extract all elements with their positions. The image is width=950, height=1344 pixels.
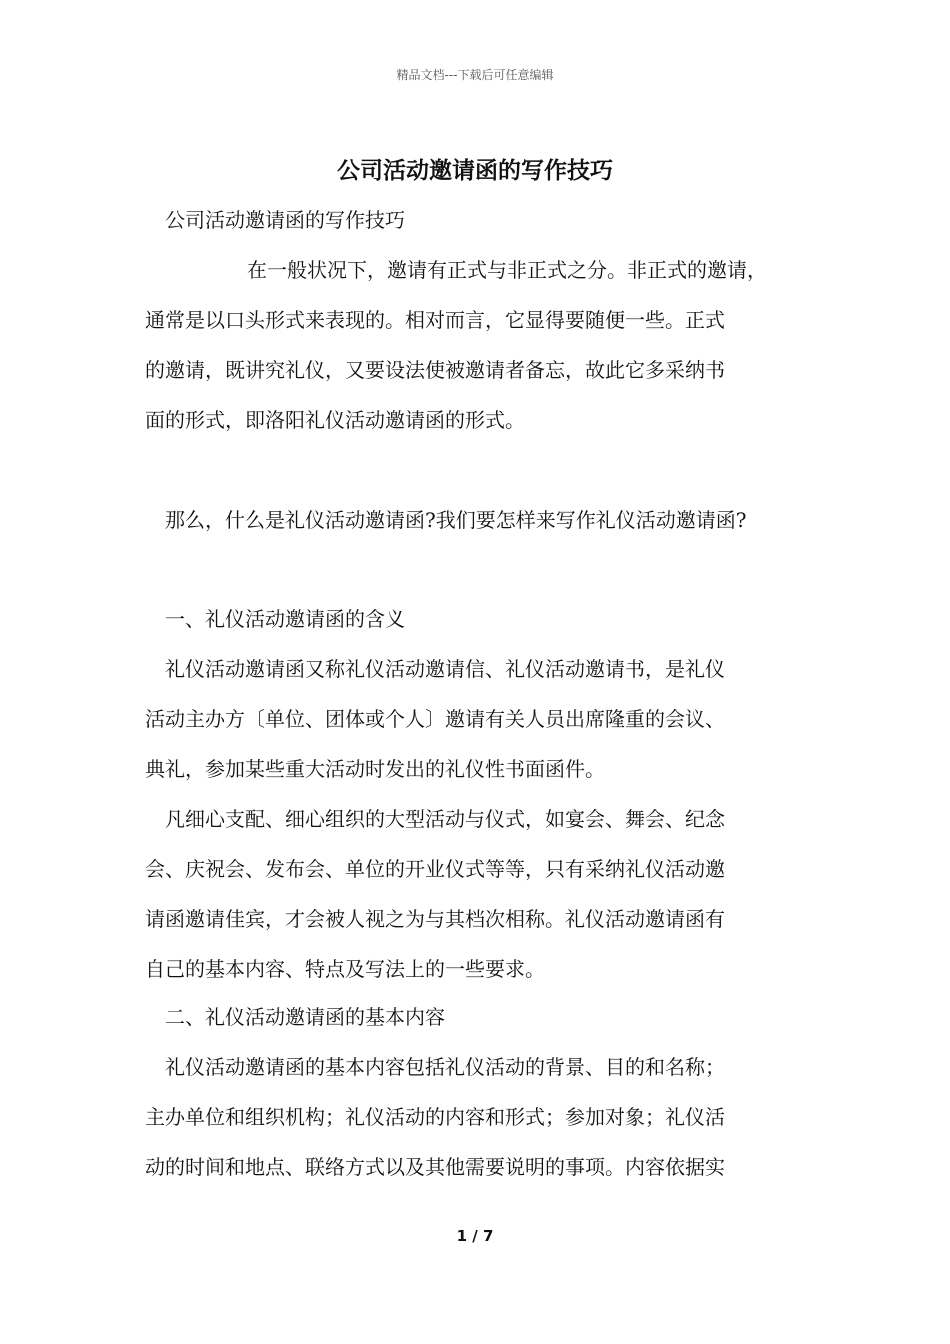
document-title: 公司活动邀请函的写作技巧 — [337, 158, 613, 184]
section-heading: 二、礼仪活动邀请函的基本内容 — [165, 1005, 445, 1029]
question-line: 那么，什么是礼仪活动邀请函?我们要怎样来写作礼仪活动邀请函? — [165, 508, 747, 532]
paragraph-line: 动的时间和地点、联络方式以及其他需要说明的事项。内容依据实 — [145, 1155, 725, 1179]
paragraph-line: 凡细心支配、细心组织的大型活动与仪式，如宴会、舞会、纪念 — [165, 807, 725, 831]
paragraph-line: 礼仪活动邀请函的基本内容包括礼仪活动的背景、目的和名称； — [165, 1055, 725, 1079]
paragraph-line: 主办单位和组织机构；礼仪活动的内容和形式；参加对象；礼仪活 — [145, 1105, 725, 1129]
page-header-note: 精品文档---下载后可任意编辑 — [396, 68, 554, 82]
page-number: 1 / 7 — [456, 1227, 494, 1245]
paragraph-line: 在一般状况下，邀请有正式与非正式之分。非正式的邀请， — [247, 258, 767, 282]
paragraph-line: 礼仪活动邀请函又称礼仪活动邀请信、礼仪活动邀请书，是礼仪 — [165, 657, 725, 681]
paragraph-line: 自己的基本内容、特点及写法上的一些要求。 — [145, 957, 545, 981]
section-heading: 一、礼仪活动邀请函的含义 — [165, 607, 405, 631]
paragraph-line: 面的形式，即洛阳礼仪活动邀请函的形式。 — [145, 408, 525, 432]
paragraph-line: 通常是以口头形式来表现的。相对而言，它显得要随便一些。正式 — [145, 308, 725, 332]
paragraph-line: 典礼，参加某些重大活动时发出的礼仪性书面函件。 — [145, 757, 605, 781]
paragraph-line: 请函邀请佳宾，才会被人视之为与其档次相称。礼仪活动邀请函有 — [145, 907, 725, 931]
subtitle-line: 公司活动邀请函的写作技巧 — [165, 208, 405, 232]
paragraph-line: 活动主办方〔单位、团体或个人〕邀请有关人员出席隆重的会议、 — [145, 707, 725, 731]
paragraph-line: 的邀请，既讲究礼仪，又要设法使被邀请者备忘，故此它多采纳书 — [145, 358, 725, 382]
paragraph-line: 会、庆祝会、发布会、单位的开业仪式等等，只有采纳礼仪活动邀 — [145, 857, 725, 881]
